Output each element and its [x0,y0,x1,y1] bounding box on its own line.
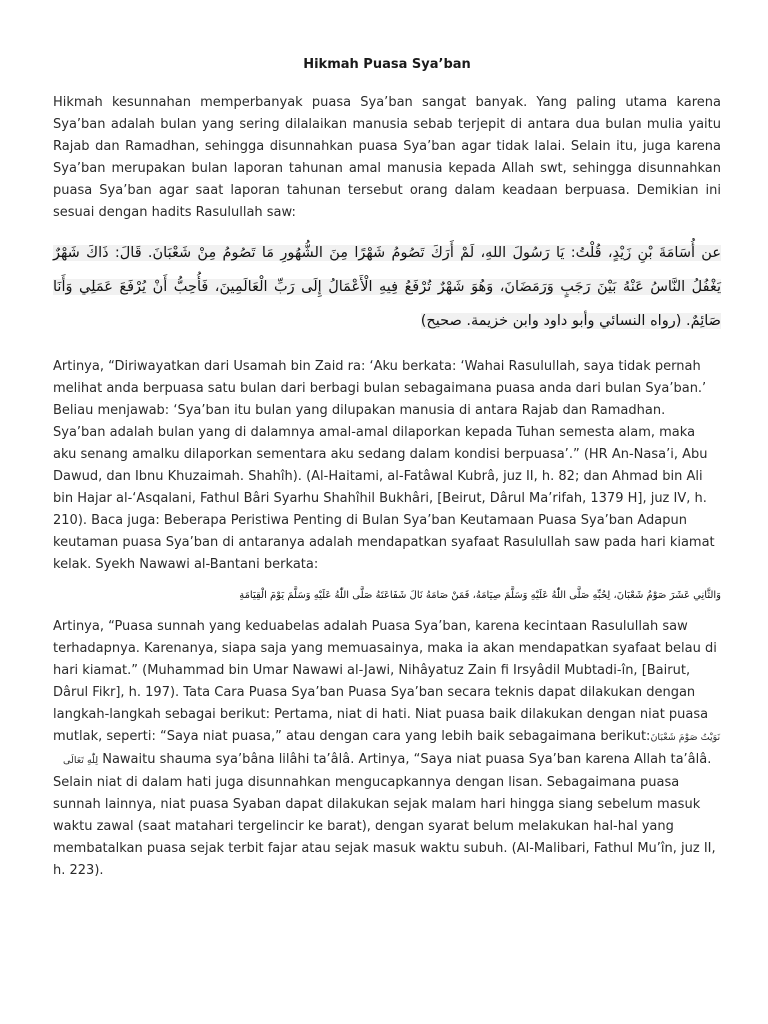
hadith-arabic-highlight: عن أُسَامَةَ بْنِ زَيْدٍ، قُلْتُ: يَا رَسُولَ اللهِ، لَمْ أَرَكَ تَصُومُ شَهْرًا مِنَ الشُّهُورِ مَا تَصُومُ مِنْ شَعْبَانَ. قَالَ: ذَاكَ شَهْرٌ يَغْفُلُ النَّاسُ عَنْهُ بَيْنَ رَجَبٍ وَرَمَضَانَ، وَهُوَ شَهْرٌ تُرْفَعُ فِيهِ الْأَعْمَالُ إِلَى رَبِّ الْعَالَمِينَ، فَأُحِبُّ أَنْ يُرْفَعَ عَمَلِي وَأَنَا صَائِمٌ. (رواه النسائي وأبو داود وابن خزيمة. صحيح) [53,245,721,329]
document-title: Hikmah Puasa Sya’ban [303,57,471,72]
niat-arabic-inline: نَوَيْتُ صَوْمَ شَعْبَانَ لِلّٰهِ تَعَالَى [63,732,721,766]
niat-explanation-text: Nawaitu shauma sya’bâna lilâhi ta’âlâ. Artinya, “Saya niat puasa Sya’ban karena Allah ta’âlâ. Selain niat di dalam hati juga disunnahkan mengucapkannya dengan lisan. Sebagaimana puasa sunnah lainnya, niat puasa Syaban dapat dilakukan sejak malam hari hingga siang sebelum masuk waktu zawal (saat matahari tergelincir ke barat), dengan syarat belum melakukan hal-hal yang membatalkan puasa sejak terbit fajar atau sejak masuk waktu subuh. (Al-Malibari, Fathul Mu’în, juz II, h. 223). [53,752,716,878]
virtue-and-method-paragraph [53,616,721,882]
intro-paragraph: Hikmah kesunnahan memperbanyak puasa Sya’ban sangat banyak. Yang paling utama karena Sya’ban adalah bulan yang sering dilalaikan manusia sebab terjepit di antara dua bulan mulia yaitu Rajab dan Ramadhan, sehingga disunnahkan puasa Sya’ban agar tidak lalai. Selain itu, juga karena Sya’ban merupakan bulan laporan tahunan amal manusia kepada Allah swt, sehingga disunnahkan puasa Sya’ban agar saat laporan tahunan tersebut orang dalam keadaan berpuasa. Demikian ini sesuai dengan hadits Rasulullah saw: [53,95,721,220]
virtue-text: Artinya, “Puasa sunnah yang keduabelas adalah Puasa Sya’ban, karena kecintaan Rasulullah saw terhadapnya. Karenanya, siapa saja yang memuasainya, maka ia akan mendapatkan syafaat belau di hari kiamat.” (Muhammad bin Umar Nawawi al-Jawi, Nihâyatuz Zain fi Irsyâdil Mubtadi-în, [Bairut, Dârul Fikr], h. 197). Tata Cara Puasa Sya’ban Puasa Sya’ban secara teknis dapat dilakukan dengan langkah-langkah sebagai berikut: Pertama, niat di hati. Niat puasa baik dilakukan dengan niat puasa mutlak, seperti: “Saya niat puasa,” atau dengan cara yang lebih baik sebagaimana berikut: [53,619,717,744]
nawawi-arabic-quote: وَالثَّانِي عَشَرَ صَوْمُ شَعْبَانَ، لِحُبِّهِ صَلَّى اللّٰهُ عَلَيْهِ وَسَلَّمَ صِيَامَهُ، فَمَنْ صَامَهُ نَالَ شَفَاعَتَهُ صَلَّى اللّٰهُ عَلَيْهِ وَسَلَّمَ يَوْمَ الْقِيَامَةِ [239,590,721,601]
translation-paragraph: Artinya, “Diriwayatkan dari Usamah bin Zaid ra: ‘Aku berkata: ‘Wahai Rasulullah, saya tidak pernah melihat anda berpuasa satu bulan dari berbagi bulan sebagaimana puasa anda dari bulan Sya’ban.’ Beliau menjawab: ‘Sya’ban itu bulan yang dilupakan manusia di antara Rajab dan Ramadhan. Sya’ban adalah bulan yang di dalamnya amal-amal dilaporkan kepada Tuhan semesta alam, maka aku senang amalku dilaporkan sementara aku sedang dalam kondisi berpuasa’.” (HR An-Nasa’i, Abu Dawud, dan Ibnu Khuzaimah. Shahîh). (Al-Haitami, al-Fatâwal Kubrâ, juz II, h. 82; dan Ahmad bin Ali bin Hajar al-‘Asqalani, Fathul Bâri Syarhu Shahîhil Bukhâri, [Beirut, Dârul Ma’rifah, 1379 H], juz IV, h. 210). Baca juga: Beberapa Peristiwa Penting di Bulan Sya’ban Keutamaan Puasa Sya’ban Adapun keutaman puasa Sya’ban di antaranya adalah mendapatkan syafaat Rasulullah saw pada hari kiamat kelak. Syekh Nawawi al-Bantani berkata: [53,359,715,572]
hadith-arabic-text [53,236,721,338]
